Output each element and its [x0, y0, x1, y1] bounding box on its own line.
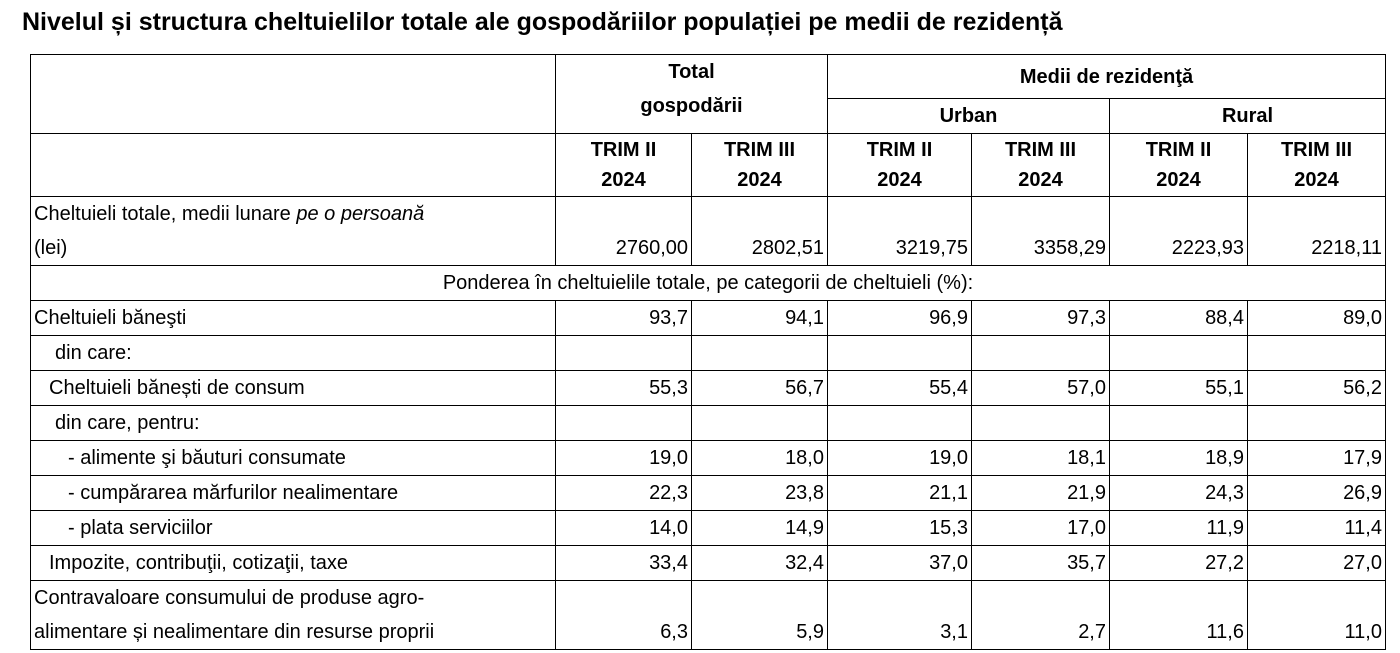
- row-label-total-expenditure: Cheltuieli totale, medii lunare pe o persoană (lei): [31, 197, 556, 266]
- table-cell: 56,7: [692, 371, 828, 406]
- table-cell: 88,4: [1110, 301, 1248, 336]
- table-cell: 18,1: [972, 441, 1110, 476]
- table-cell: 19,0: [556, 441, 692, 476]
- table-cell: 2,7: [972, 581, 1110, 650]
- table-cell: 56,2: [1248, 371, 1386, 406]
- table-row: [31, 301, 1386, 336]
- table-cell: 55,3: [556, 371, 692, 406]
- table-cell: 96,9: [828, 301, 972, 336]
- table-cell: 27,0: [1248, 546, 1386, 581]
- table-cell: 26,9: [1248, 476, 1386, 511]
- table-cell: 11,4: [1248, 511, 1386, 546]
- header-empty-cell: [31, 55, 556, 134]
- table-cell: 22,3: [556, 476, 692, 511]
- table-cell: 2802,51: [692, 197, 828, 266]
- table-cell: 6,3: [556, 581, 692, 650]
- row-label-own-resources: Contravaloare consumului de produse agro- alimentare și nealimentare din resurse proprii: [31, 581, 556, 650]
- table-cell: [1110, 406, 1248, 441]
- table-row: [31, 441, 1386, 476]
- table-cell: 37,0: [828, 546, 972, 581]
- header-total-gospodarii: [556, 55, 828, 134]
- table-row: [31, 546, 1386, 581]
- table-row: [31, 336, 1386, 371]
- page-title: Nivelul și structura cheltuielilor totale ale gospodăriilor populației pe medii de rezidență: [22, 8, 1063, 36]
- table-cell: 55,1: [1110, 371, 1248, 406]
- table-cell: [692, 336, 828, 371]
- row-label: din care, pentru:: [31, 406, 556, 441]
- table-cell: [972, 336, 1110, 371]
- row-label: - plata serviciilor: [31, 511, 556, 546]
- table-cell: 17,9: [1248, 441, 1386, 476]
- table-cell: [1110, 336, 1248, 371]
- header-empty-cell-2: [31, 134, 556, 197]
- table-cell: 18,0: [692, 441, 828, 476]
- header-rural: Rural: [1110, 99, 1386, 134]
- table-cell: 3,1: [828, 581, 972, 650]
- table-cell: 57,0: [972, 371, 1110, 406]
- table-cell: 11,9: [1110, 511, 1248, 546]
- table-cell: 11,6: [1110, 581, 1248, 650]
- table-cell: 17,0: [972, 511, 1110, 546]
- table-cell: 89,0: [1248, 301, 1386, 336]
- table-row: [31, 581, 1386, 650]
- table-cell: 24,3: [1110, 476, 1248, 511]
- row-label: - cumpărarea mărfurilor nealimentare: [31, 476, 556, 511]
- table-cell: 14,9: [692, 511, 828, 546]
- row-label: Cheltuieli băneşti: [31, 301, 556, 336]
- table-cell: 19,0: [828, 441, 972, 476]
- header-total-line2: gospodării: [640, 95, 743, 117]
- table-row: [31, 406, 1386, 441]
- header-period: TRIM II 2024: [1110, 134, 1248, 197]
- table-cell: 94,1: [692, 301, 828, 336]
- header-urban: Urban: [828, 99, 1110, 134]
- table-cell: 15,3: [828, 511, 972, 546]
- header-period: TRIM II 2024: [556, 134, 692, 197]
- table-cell: 3358,29: [972, 197, 1110, 266]
- table-cell: 35,7: [972, 546, 1110, 581]
- table-cell: [1248, 336, 1386, 371]
- table-cell: [692, 406, 828, 441]
- table-cell: 55,4: [828, 371, 972, 406]
- header-period: TRIM II 2024: [828, 134, 972, 197]
- table-cell: 97,3: [972, 301, 1110, 336]
- table-row: [31, 476, 1386, 511]
- table-cell: 33,4: [556, 546, 692, 581]
- table-cell: 2218,11: [1248, 197, 1386, 266]
- table-cell: [556, 406, 692, 441]
- table-cell: 21,9: [972, 476, 1110, 511]
- table-cell: 2223,93: [1110, 197, 1248, 266]
- table-cell: [828, 336, 972, 371]
- table-cell: 14,0: [556, 511, 692, 546]
- header-period: TRIM III 2024: [972, 134, 1110, 197]
- table-cell: [1248, 406, 1386, 441]
- expenditure-table: [30, 54, 1386, 650]
- header-period: TRIM III 2024: [692, 134, 828, 197]
- row-label: Cheltuieli bănești de consum: [31, 371, 556, 406]
- header-medii-de-rezidenta: Medii de rezidenţă: [828, 55, 1386, 99]
- table-cell: 21,1: [828, 476, 972, 511]
- table-cell: 11,0: [1248, 581, 1386, 650]
- table-cell: 27,2: [1110, 546, 1248, 581]
- table-row: [31, 371, 1386, 406]
- table-cell: [556, 336, 692, 371]
- row-label: Impozite, contribuţii, cotizaţii, taxe: [31, 546, 556, 581]
- row-label: din care:: [31, 336, 556, 371]
- table-cell: 5,9: [692, 581, 828, 650]
- table-cell: [828, 406, 972, 441]
- table-cell: 3219,75: [828, 197, 972, 266]
- table-cell: 32,4: [692, 546, 828, 581]
- section-label: Ponderea în cheltuielile totale, pe categorii de cheltuieli (%):: [31, 266, 1386, 301]
- table-cell: 18,9: [1110, 441, 1248, 476]
- table-cell: 2760,00: [556, 197, 692, 266]
- header-total-line1: Total: [668, 61, 715, 83]
- table-cell: 23,8: [692, 476, 828, 511]
- table-cell: [972, 406, 1110, 441]
- table-cell: 93,7: [556, 301, 692, 336]
- header-period: TRIM III 2024: [1248, 134, 1386, 197]
- table-row: [31, 511, 1386, 546]
- row-label: - alimente şi băuturi consumate: [31, 441, 556, 476]
